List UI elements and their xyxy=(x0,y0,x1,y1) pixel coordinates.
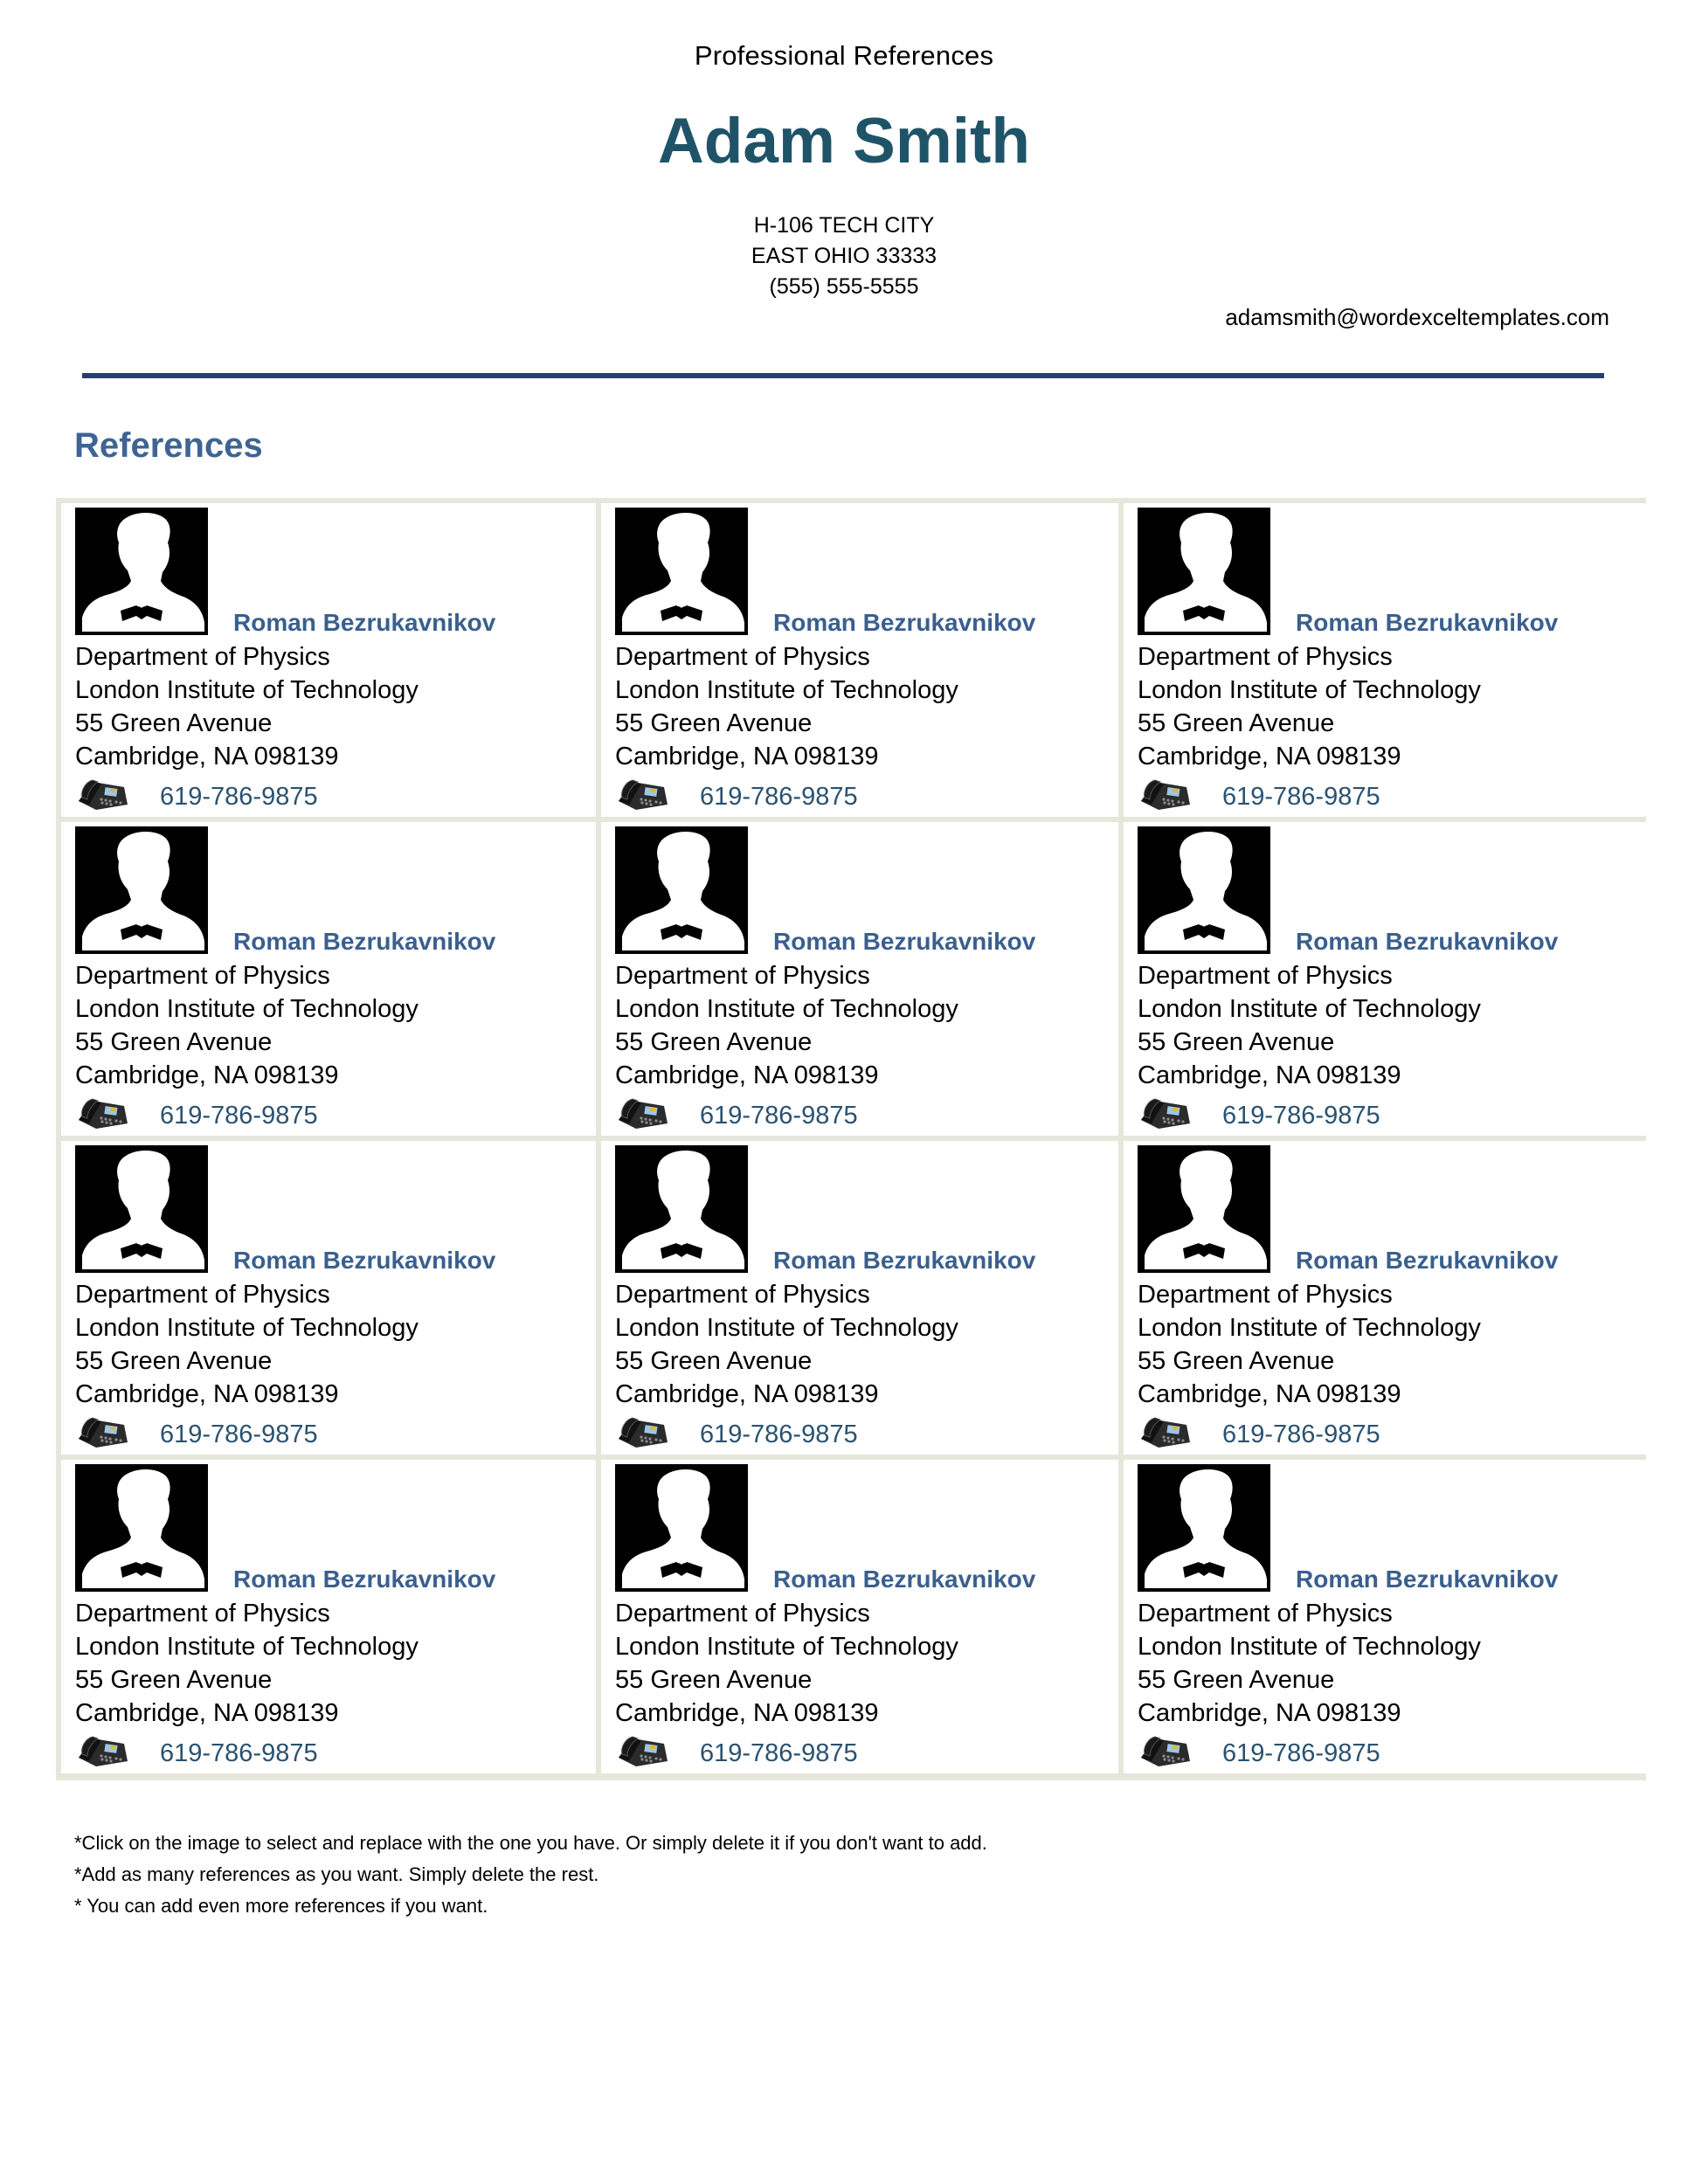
reference-city: Cambridge, NA 098139 xyxy=(615,743,879,771)
reference-phone: 619-786-9875 xyxy=(700,1739,858,1767)
reference-institution: London Institute of Technology xyxy=(75,1633,419,1661)
applicant-email[interactable]: adamsmith@wordexceltemplates.com xyxy=(1225,304,1609,330)
reference-city: Cambridge, NA 098139 xyxy=(75,743,339,771)
reference-name: Roman Bezrukavnikov xyxy=(233,1565,496,1593)
reference-phone: 619-786-9875 xyxy=(700,1102,858,1130)
desk-phone-icon xyxy=(75,1731,131,1768)
note: *Click on the image to select and replace with the one you have. Or simply delete it if you don't want to add. xyxy=(74,1832,987,1854)
desk-phone-icon xyxy=(615,1731,671,1768)
reference-city: Cambridge, NA 098139 xyxy=(75,1380,339,1408)
person-silhouette-icon[interactable] xyxy=(75,508,208,635)
desk-phone-icon xyxy=(75,1413,131,1449)
desk-phone-icon xyxy=(1138,1731,1193,1768)
desk-phone-icon xyxy=(615,1413,671,1449)
reference-card xyxy=(601,1460,1118,1773)
person-silhouette-icon[interactable] xyxy=(615,508,748,635)
reference-street: 55 Green Avenue xyxy=(1138,1028,1335,1056)
reference-city: Cambridge, NA 098139 xyxy=(75,1699,339,1727)
reference-phone: 619-786-9875 xyxy=(1222,1420,1380,1448)
reference-street: 55 Green Avenue xyxy=(615,1666,813,1694)
person-silhouette-icon[interactable] xyxy=(75,1464,208,1592)
reference-phone: 619-786-9875 xyxy=(700,783,858,811)
reference-street: 55 Green Avenue xyxy=(75,1666,273,1694)
reference-department: Department of Physics xyxy=(75,962,330,990)
reference-department: Department of Physics xyxy=(1138,962,1393,990)
document-label: Professional References xyxy=(694,40,994,71)
reference-institution: London Institute of Technology xyxy=(75,1314,419,1342)
reference-name: Roman Bezrukavnikov xyxy=(1296,1247,1559,1274)
applicant-name: Adam Smith xyxy=(658,106,1030,176)
reference-city: Cambridge, NA 098139 xyxy=(1138,1699,1401,1727)
reference-name: Roman Bezrukavnikov xyxy=(233,609,496,636)
person-silhouette-icon[interactable] xyxy=(1138,1145,1270,1273)
reference-street: 55 Green Avenue xyxy=(75,1028,273,1056)
reference-city: Cambridge, NA 098139 xyxy=(615,1699,879,1727)
reference-name: Roman Bezrukavnikov xyxy=(1296,609,1559,636)
reference-institution: London Institute of Technology xyxy=(1138,1633,1481,1661)
person-silhouette-icon[interactable] xyxy=(1138,1464,1270,1592)
reference-card xyxy=(601,822,1118,1136)
reference-department: Department of Physics xyxy=(1138,643,1393,671)
reference-phone: 619-786-9875 xyxy=(160,1102,318,1130)
reference-name: Roman Bezrukavnikov xyxy=(773,1247,1036,1274)
reference-city: Cambridge, NA 098139 xyxy=(1138,743,1401,771)
reference-street: 55 Green Avenue xyxy=(615,1347,813,1375)
reference-card xyxy=(61,1460,596,1773)
reference-institution: London Institute of Technology xyxy=(1138,676,1481,704)
person-silhouette-icon[interactable] xyxy=(615,826,748,954)
reference-institution: London Institute of Technology xyxy=(1138,1314,1481,1342)
reference-department: Department of Physics xyxy=(615,962,870,990)
reference-card xyxy=(1124,1460,1646,1773)
applicant-phone: (555) 555-5555 xyxy=(769,274,919,299)
reference-street: 55 Green Avenue xyxy=(1138,709,1335,737)
reference-city: Cambridge, NA 098139 xyxy=(1138,1380,1401,1408)
person-silhouette-icon[interactable] xyxy=(75,1145,208,1273)
reference-city: Cambridge, NA 098139 xyxy=(615,1061,879,1089)
reference-institution: London Institute of Technology xyxy=(1138,995,1481,1023)
reference-institution: London Institute of Technology xyxy=(615,995,958,1023)
reference-card xyxy=(1124,822,1646,1136)
desk-phone-icon xyxy=(615,775,671,812)
reference-phone: 619-786-9875 xyxy=(1222,783,1380,811)
reference-department: Department of Physics xyxy=(615,1600,870,1628)
desk-phone-icon xyxy=(1138,1413,1193,1449)
reference-name: Roman Bezrukavnikov xyxy=(1296,1565,1559,1593)
reference-card xyxy=(601,1141,1118,1455)
reference-phone: 619-786-9875 xyxy=(160,1739,318,1767)
desk-phone-icon xyxy=(1138,1094,1193,1130)
reference-institution: London Institute of Technology xyxy=(75,676,419,704)
reference-city: Cambridge, NA 098139 xyxy=(1138,1061,1401,1089)
reference-phone: 619-786-9875 xyxy=(1222,1102,1380,1130)
reference-street: 55 Green Avenue xyxy=(75,1347,273,1375)
desk-phone-icon xyxy=(615,1094,671,1130)
reference-street: 55 Green Avenue xyxy=(615,1028,813,1056)
reference-institution: London Institute of Technology xyxy=(615,1314,958,1342)
reference-name: Roman Bezrukavnikov xyxy=(773,1565,1036,1593)
address-line-1: H-106 TECH CITY xyxy=(753,213,935,238)
reference-department: Department of Physics xyxy=(1138,1281,1393,1309)
reference-department: Department of Physics xyxy=(75,1281,330,1309)
reference-institution: London Institute of Technology xyxy=(615,676,958,704)
reference-card xyxy=(61,503,596,817)
reference-street: 55 Green Avenue xyxy=(1138,1666,1335,1694)
desk-phone-icon xyxy=(1138,775,1193,812)
reference-department: Department of Physics xyxy=(75,643,330,671)
reference-phone: 619-786-9875 xyxy=(1222,1739,1380,1767)
header-divider xyxy=(82,373,1604,378)
reference-name: Roman Bezrukavnikov xyxy=(233,928,496,955)
reference-card xyxy=(1124,503,1646,817)
reference-card xyxy=(601,503,1118,817)
reference-city: Cambridge, NA 098139 xyxy=(75,1061,339,1089)
reference-street: 55 Green Avenue xyxy=(75,709,273,737)
reference-name: Roman Bezrukavnikov xyxy=(233,1247,496,1274)
reference-department: Department of Physics xyxy=(615,643,870,671)
reference-card xyxy=(61,1141,596,1455)
section-title: References xyxy=(74,426,263,465)
person-silhouette-icon[interactable] xyxy=(1138,826,1270,954)
reference-institution: London Institute of Technology xyxy=(75,995,419,1023)
desk-phone-icon xyxy=(75,1094,131,1130)
address-line-2: EAST OHIO 33333 xyxy=(751,244,937,268)
note: * You can add even more references if you want. xyxy=(74,1895,488,1917)
reference-phone: 619-786-9875 xyxy=(160,1420,318,1448)
reference-department: Department of Physics xyxy=(615,1281,870,1309)
reference-city: Cambridge, NA 098139 xyxy=(615,1380,879,1408)
desk-phone-icon xyxy=(75,775,131,812)
reference-name: Roman Bezrukavnikov xyxy=(1296,928,1559,955)
reference-card xyxy=(1124,1141,1646,1455)
person-silhouette-icon[interactable] xyxy=(615,1145,748,1273)
reference-department: Department of Physics xyxy=(1138,1600,1393,1628)
person-silhouette-icon[interactable] xyxy=(615,1464,748,1592)
references-grid xyxy=(56,498,1646,1780)
person-silhouette-icon[interactable] xyxy=(1138,508,1270,635)
reference-street: 55 Green Avenue xyxy=(1138,1347,1335,1375)
reference-street: 55 Green Avenue xyxy=(615,709,813,737)
note: *Add as many references as you want. Simply delete the rest. xyxy=(74,1863,599,1885)
reference-phone: 619-786-9875 xyxy=(160,783,318,811)
reference-name: Roman Bezrukavnikov xyxy=(773,928,1036,955)
reference-name: Roman Bezrukavnikov xyxy=(773,609,1036,636)
person-silhouette-icon[interactable] xyxy=(75,826,208,954)
reference-phone: 619-786-9875 xyxy=(700,1420,858,1448)
reference-institution: London Institute of Technology xyxy=(615,1633,958,1661)
reference-card xyxy=(61,822,596,1136)
reference-department: Department of Physics xyxy=(75,1600,330,1628)
